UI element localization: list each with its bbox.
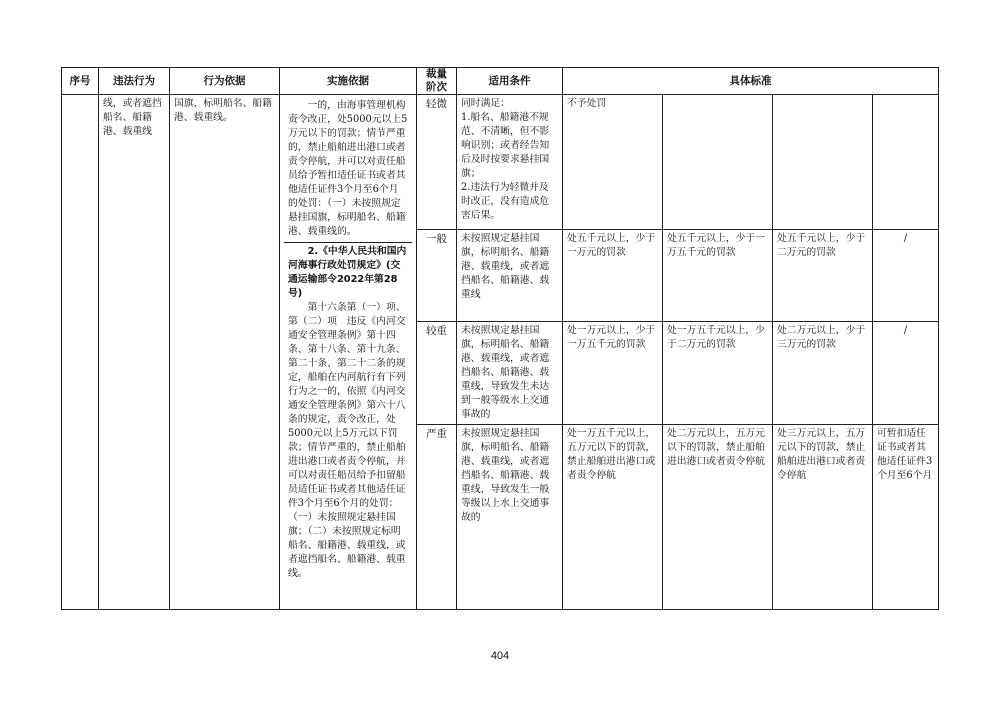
header-standard: 具体标准 xyxy=(563,68,939,95)
standard-cell-empty xyxy=(773,95,873,230)
standard-cell: 处五千元以上，少于二万元的罚款 xyxy=(773,230,873,322)
standard-cell: 处三万元以上，五万元以下的罚款，禁止船舶进出港口或者责令停航 xyxy=(773,425,873,610)
header-row xyxy=(62,68,939,95)
standard-cell-empty xyxy=(873,95,939,230)
standard-cell: 可暂扣适任证书或者其他适任证件3个月至6个月 xyxy=(873,425,939,610)
implementation-title: 2.《中华人民共和国内河海事行政处罚规定》(交通运输部令2022年第28号) xyxy=(288,246,407,299)
implementation-cell xyxy=(280,95,417,610)
standard-cell: 处一万五千元以上，少于二万元的罚款 xyxy=(663,322,773,425)
seq-cell xyxy=(62,95,99,610)
basis-cell: 国旗，标明船名、船籍港、载重线。 xyxy=(170,95,280,610)
implementation-part2: 第十六条第（一）项、第（二）项 违反《内河交通安全管理条例》第十四条、第十八条、第十九条、第二十条、第二十二条的规定，船舶在内河航行有下列行为之一的，依照《内河交通安全管理条例》第六十八条的规定，责令改正，处5000元以上5万元以下罚款；情节严重的，禁止船舶进出港口或者责令停航，并可以对责任船员给予扣留船员适任证书或者其他适任证件3个月至6个月的处罚：（一）未按照规定悬挂国旗；（二）未按照规定标明船名、船籍港、载重线，或者遮挡船名、船籍港、载重线。 xyxy=(288,302,406,579)
level-cell: 较重 xyxy=(417,322,457,425)
header-implementation: 实施依据 xyxy=(280,68,417,95)
header-seq: 序号 xyxy=(62,68,99,95)
standard-cell: / xyxy=(873,230,939,322)
standard-cell-empty xyxy=(663,95,773,230)
standard-cell: 处二万元以上，少于三万元的罚款 xyxy=(773,322,873,425)
level-cell: 严重 xyxy=(417,425,457,610)
condition-cell: 未按照规定悬挂国旗，标明船名、船籍港、载重线，或者遮挡船名、船籍港、载重线 xyxy=(457,230,563,322)
standard-cell: 不予处罚 xyxy=(563,95,663,230)
standard-cell: / xyxy=(873,322,939,425)
penalty-standard-table xyxy=(61,67,939,610)
standard-cell: 处五千元以上，少于一万元的罚款 xyxy=(563,230,663,322)
standard-cell: 处一万元以上，少于一万五千元的罚款 xyxy=(563,322,663,425)
header-level: 裁量 阶次 xyxy=(417,68,457,95)
table-row-minor xyxy=(62,95,939,230)
violation-cell: 线，或者遮挡船名、船籍港、载重线 xyxy=(99,95,170,610)
implementation-part1: 一的，由海事管理机构责令改正，处5000元以上5万元以下的罚款；情节严重的，禁止船舶进出港口或者责令停航，并可以对责任船员给予暂扣适任证书或者其他适任证件3个月至6个月的处罚：（一）未按照规定悬挂国旗，标明船名、船籍港、载重线的。 xyxy=(284,97,412,243)
level-cell: 轻微 xyxy=(417,95,457,230)
standard-cell: 处二万元以上，五万元以下的罚款，禁止船舶进出港口或者责令停航 xyxy=(663,425,773,610)
condition-cell: 未按照规定悬挂国旗，标明船名、船籍港、载重线，或者遮挡船名、船籍港、载重线，导致发生未达到一般等级水上交通事故的 xyxy=(457,322,563,425)
header-violation: 违法行为 xyxy=(99,68,170,95)
condition-cell: 同时满足： 1.船名、船籍港不规范、不清晰，但不影响识别；或者经告知后及时按要求悬挂国旗； 2.违法行为轻微并及时改正，没有造成危害后果。 xyxy=(457,95,563,230)
standard-cell: 处五千元以上，少于一万五千元的罚款 xyxy=(663,230,773,322)
page-number: 404 xyxy=(490,650,510,662)
header-conditions: 适用条件 xyxy=(457,68,563,95)
condition-cell: 未按照规定悬挂国旗，标明船名、船籍港、载重线，或者遮挡船名、船籍港、载重线，导致发生一般等级以上水上交通事故的 xyxy=(457,425,563,610)
standard-cell: 处一万五千元以上，五万元以下的罚款，禁止船舶进出港口或者责令停航 xyxy=(563,425,663,610)
header-basis: 行为依据 xyxy=(170,68,280,95)
level-cell: 一般 xyxy=(417,230,457,322)
